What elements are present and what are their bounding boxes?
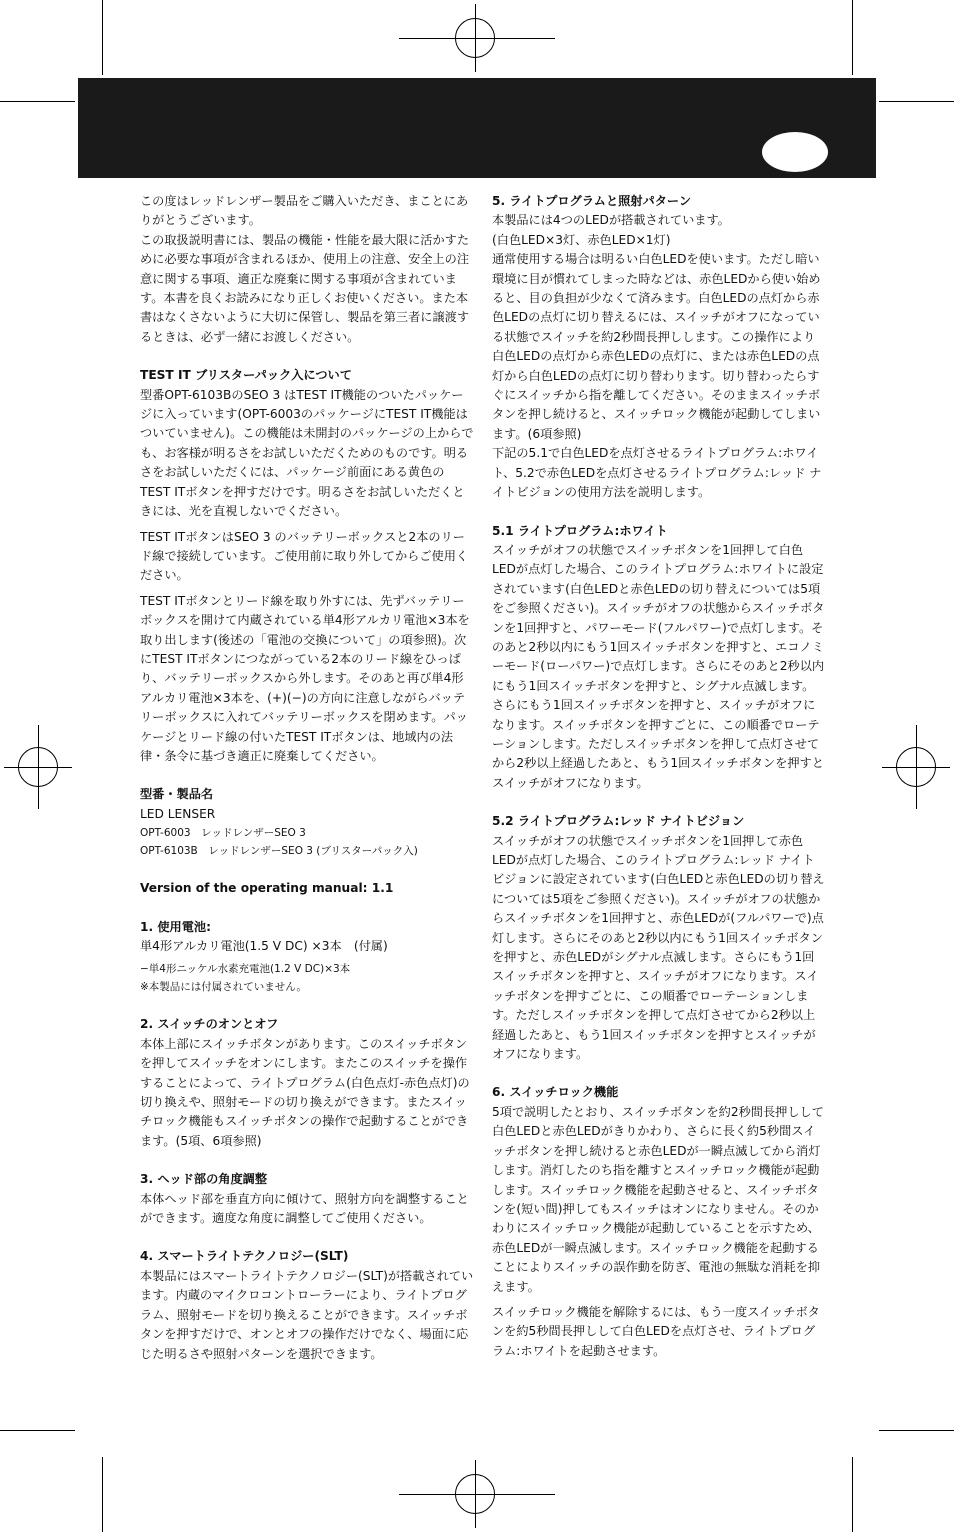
section-5-paragraph-1: 本製品には4つのLEDが搭載されています。 (492, 213, 730, 228)
testit-heading: TEST IT ブリスターパック入について (140, 368, 352, 383)
registration-line (399, 38, 555, 39)
section-5-2-body: スイッチがオフの状態でスイッチボタンを1回押して赤色LEDが点灯した場合、このライトプログラム:レッド ナイトビジョンに設定されています(白色LEDと赤色LEDの切り替えについては5項をご参照ください)。スイッチがオフの状態からスイッチボタンを1回押すと、赤色LEDが(フルパワーで)点灯します。さらにそのあと2秒以内にもう1回スイッチボタンを押すと、赤色LEDがシグナル点滅します。さらにもう1回スイッチボタンを押すと、スイッチがオフになります。スイッチボタンを押すごとに、この順番でローテーションします。ただしスイッチボタンを押して点灯させてから2秒以上経過したあと、もう1回スイッチボタンを押すとスイッチがオフになります。 (492, 833, 825, 1062)
crop-mark (0, 1430, 75, 1431)
section-5-paragraph-2: (白色LED×3灯、赤色LED×1灯) (492, 232, 671, 247)
section-5-2-heading: 5.2 ライトプログラム:レッド ナイトビジョン (492, 814, 745, 829)
registration-line (882, 767, 950, 768)
testit-paragraph-3: TEST ITボタンとリード線を取り外すには、先ずバッテリーボックスを開けて内蔵されている単4形アルカリ電池×3本を取り出します(後述の「電池の交換について」の項参照)。次にTEST ITボタンにつながっている2本のリード線をひっぱり、バッテリーボックスから外します。そのあと再び単4形アルカリ電池×3本を、(+)(−)の方向に注意しながらバッテリーボックスに入れてバッテリーボックスを閉めます。パッケージとリード線の付いたTEST ITボタンは、地域内の法律・条令に基づき適正に廃棄してください。 (140, 593, 470, 763)
page-number-pill (762, 132, 828, 172)
model-heading: 型番・製品名 (140, 787, 214, 802)
section-3-heading: 3. ヘッド部の角度調整 (140, 1172, 268, 1187)
right-column (492, 192, 826, 1361)
crop-mark (852, 0, 853, 75)
section-1-battery: 単4形アルカリ電池(1.5 V DC) ×3本 (付属) (140, 939, 388, 953)
registration-line (399, 1494, 555, 1495)
section-1-heading: 1. 使用電池: (140, 919, 211, 934)
crop-mark (879, 1430, 954, 1431)
section-1-note-1: −単4形ニッケル水素充電池(1.2 V DC)×3本 (140, 963, 351, 976)
section-5-paragraph-4: 下記の5.1で白色LEDを点灯させるライトプログラム:ホワイト、5.2で赤色LEDを点灯させるライトプログラム:レッド ナイトビジョンの使用方法を説明します。 (492, 446, 822, 500)
crop-mark (879, 101, 954, 102)
crop-mark (102, 0, 103, 75)
section-2-body: 本体上部にスイッチボタンがあります。このスイッチボタンを押してスイッチをオンにします。またこのスイッチを操作することによって、ライトプログラム(白色点灯-赤色点灯)の切り換えや、照射モードの切り換えができます。またスイッチロック機能もスイッチボタンの操作で起動することができます。(5項、6項参照) (140, 1036, 470, 1148)
left-column (140, 192, 474, 1364)
section-6-heading: 6. スイッチロック機能 (492, 1085, 619, 1100)
section-6-paragraph-2: スイッチロック機能を解除するには、もう一度スイッチボタンを約5秒間長押しして白色LEDを点灯させ、ライトプログラム:ホワイトを起動させます。 (492, 1304, 820, 1358)
model-brand: LED LENSER (140, 806, 216, 821)
section-5-1-heading: 5.1 ライトプログラム:ホワイト (492, 523, 668, 538)
section-5-1-body: スイッチがオフの状態でスイッチボタンを1回押して白色LEDが点灯した場合、このライトプログラム:ホワイトに設定されています(白色LEDと赤色LEDの切り替えについては5項をご参照ください)。スイッチがオフの状態からスイッチボタンを1回押すと、パワーモード(フルパワー)で点灯します。そのあと2秒以内にもう1回スイッチボタンを押すと、エコノミーモード(ローパワー)で点灯します。さらにそのあと2秒以内にもう1回スイッチボタンを押すと、シグナル点滅します。さらにもう1回スイッチボタンを押すと、スイッチがオフになります。スイッチボタンを押すごとに、この順番でローテーションします。ただしスイッチボタンを押して点灯させてから2秒以上経過したあと、もう1回スイッチボタンを押すとスイッチがオフになります。 (492, 542, 825, 790)
section-3-body: 本体ヘッド部を垂直方向に傾けて、照射方向を調整することができます。適度な角度に調整してご使用ください。 (140, 1191, 469, 1226)
section-2-heading: 2. スイッチのオンとオフ (140, 1017, 279, 1032)
section-1-note-2: ※本製品には付属されていません。 (140, 981, 307, 994)
crop-mark (102, 1457, 103, 1532)
registration-line (4, 767, 72, 768)
section-5-paragraph-3: 通常使用する場合は明るい白色LEDを使います。ただし暗い環境に目が慣れてしまった時などは、赤色LEDから使い始めると、目の負担が少なくて済みます。白色LEDの点灯から赤色LEDの点灯に切り替えるには、スイッチがオフになっている状態でスイッチを約2秒間長押しします。この操作により白色LEDの点灯から赤色LEDの点灯に、または赤色LEDの点灯から白色LEDの点灯に切り替わります。切り替わったらすぐにスイッチから指を離してください。そのままスイッチボタンを押し続けると、スイッチロック機能が起動してしまいます。(6項参照) (492, 252, 821, 441)
model-line-1: OPT-6003 レッドレンザーSEO 3 (140, 827, 306, 840)
intro-paragraph-1: この度はレッドレンザー製品をご購入いただき、まことにありがとうございます。 (140, 194, 469, 228)
model-line-2: OPT-6103B レッドレンザーSEO 3 (ブリスターパック入) (140, 845, 418, 858)
crop-mark (0, 101, 75, 102)
section-5-heading: 5. ライトプログラムと照射パターン (492, 194, 692, 208)
header-band (78, 78, 876, 178)
section-4-body: 本製品にはスマートライトテクノロジー(SLT)が搭載されています。内蔵のマイクロコントローラーにより、ライトプログラム、照射モードを切り換えることができます。スイッチボタンを押すだけで、オンとオフの操作だけでなく、場面に応じた明るさや照射パターンを選択できます。 (140, 1268, 474, 1361)
intro-paragraph-2: この取扱説明書には、製品の機能・性能を最大限に活かすために必要な事項が含まれるほか、使用上の注意、安全上の注意に関する事項、適正な廃棄に関する事項が含まれています。本書を良くお読みになり正しくお使いください。また本書はなくさないように大切に保管し、製品を第三者に譲渡するときは、必ず一緒にお渡しください。 (140, 232, 470, 344)
testit-paragraph-2: TEST ITボタンはSEO 3 のバッテリーボックスと2本のリード線で接続しています。ご使用前に取り外してからご使用ください。 (140, 529, 469, 583)
section-4-heading: 4. スマートライトテクノロジー(SLT) (140, 1249, 349, 1264)
testit-paragraph-1: 型番OPT-6103BのSEO 3 はTEST IT機能のついたパッケージに入っています(OPT-6003のパッケージにTEST IT機能はついていません)。この機能は未開封のパッケージの上からでも、お客様が明るさをお試しいただくためのものです。明るさをお試しいただくには、パッケージ前面にある黄色のTEST ITボタンを押すだけです。明るさをお試しいただくときには、光を直視しないでください。 (140, 387, 474, 519)
section-6-paragraph-1: 5項で説明したとおり、スイッチボタンを約2秒間長押しして白色LEDと赤色LEDがきりかわり、さらに長く約5秒間スイッチボタンを押し続けると赤色LEDが一瞬点滅してから消灯します。消灯したのち指を離すとスイッチロック機能が起動します。スイッチロック機能を起動させると、スイッチボタンを(短い間)押してもスイッチはオンになりません。そのかわりにスイッチロック機能が起動していることを示すため、赤色LEDが一瞬点滅します。スイッチロック機能を起動することによりスイッチの誤作動を防ぎ、電池の無駄な消耗を抑えます。 (492, 1104, 824, 1294)
crop-mark (852, 1457, 853, 1532)
manual-version: Version of the operating manual: 1.1 (140, 881, 394, 896)
